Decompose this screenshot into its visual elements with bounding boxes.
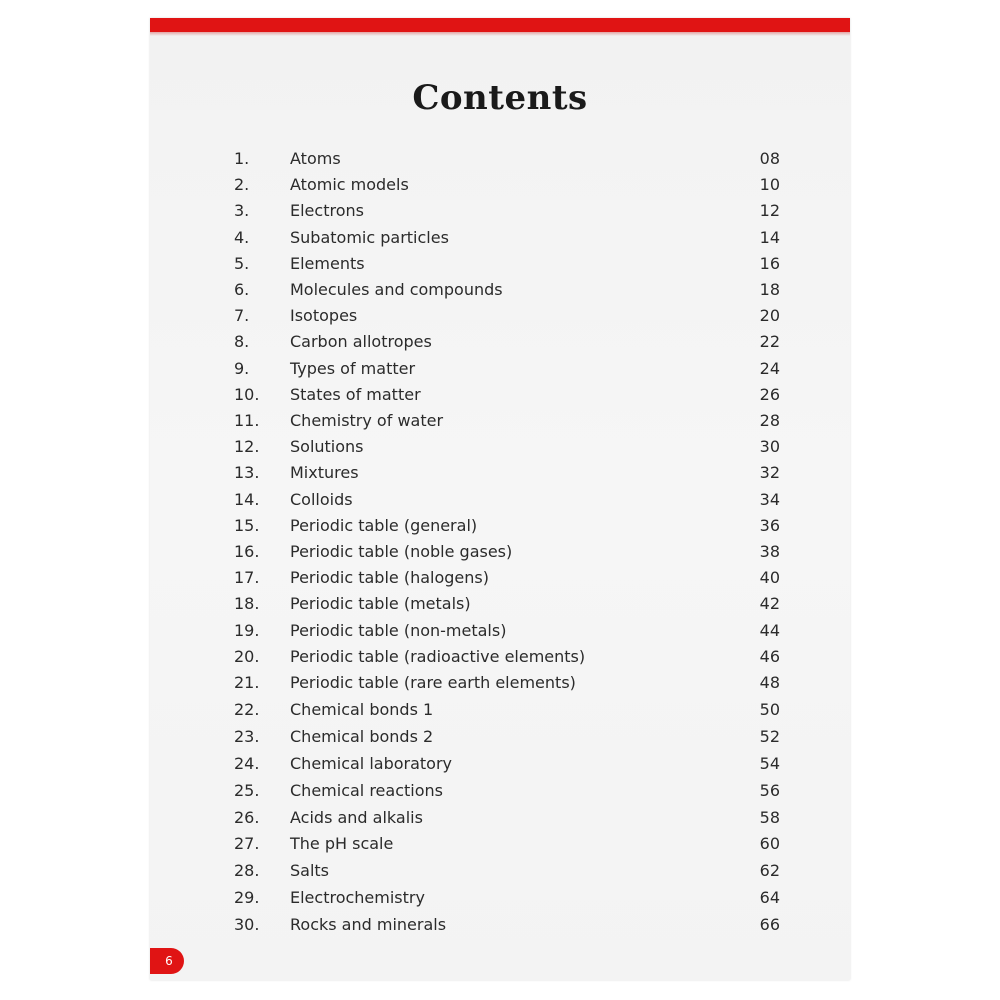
entry-number: 10. <box>234 385 260 404</box>
entry-page-number: 36 <box>759 516 780 535</box>
entry-number: 8. <box>234 332 250 351</box>
entry-page-number: 58 <box>759 808 780 827</box>
entry-number: 19. <box>234 621 260 640</box>
entry-title: Acids and alkalis <box>290 808 423 827</box>
entry-number: 7. <box>234 306 250 325</box>
entry-page-number: 54 <box>759 754 780 773</box>
entry-number: 1. <box>234 149 250 168</box>
entry-page-number: 14 <box>759 228 780 247</box>
entry-number: 13. <box>234 463 260 482</box>
entry-title: Electrochemistry <box>290 888 425 907</box>
entry-title: Periodic table (non-metals) <box>290 621 507 640</box>
entry-number: 23. <box>234 727 260 746</box>
entry-title: Periodic table (metals) <box>290 594 471 613</box>
entry-page-number: 48 <box>759 673 780 692</box>
entry-page-number: 60 <box>759 834 780 853</box>
entry-number: 11. <box>234 411 260 430</box>
contents-entry <box>150 306 850 330</box>
entry-number: 6. <box>234 280 250 299</box>
entry-title: Carbon allotropes <box>290 332 432 351</box>
entry-page-number: 32 <box>759 463 780 482</box>
entry-page-number: 46 <box>759 647 780 666</box>
entry-title: Atomic models <box>290 175 409 194</box>
contents-entry <box>150 834 850 858</box>
contents-entry <box>150 621 850 645</box>
entry-title: Periodic table (halogens) <box>290 568 489 587</box>
entry-title: Periodic table (rare earth elements) <box>290 673 576 692</box>
entry-title: Electrons <box>290 201 364 220</box>
entry-number: 27. <box>234 834 260 853</box>
entry-number: 15. <box>234 516 260 535</box>
entry-title: Rocks and minerals <box>290 915 447 934</box>
entry-number: 9. <box>234 359 250 378</box>
entry-number: 3. <box>234 201 250 220</box>
entry-page-number: 52 <box>759 727 780 746</box>
entry-title: Solutions <box>290 437 364 456</box>
entry-title: Periodic table (radioactive elements) <box>290 647 586 666</box>
entry-number: 14. <box>234 490 260 509</box>
entry-title: Colloids <box>290 490 353 509</box>
contents-entry <box>150 700 850 724</box>
entry-title: Isotopes <box>290 306 358 325</box>
contents-entry <box>150 647 850 671</box>
contents-entry <box>150 594 850 618</box>
entry-number: 28. <box>234 861 260 880</box>
entry-page-number: 24 <box>759 359 780 378</box>
contents-entry <box>150 727 850 751</box>
contents-entry <box>150 915 850 939</box>
contents-entry <box>150 149 850 173</box>
entry-title: Chemical laboratory <box>290 754 453 773</box>
contents-entry <box>150 542 850 566</box>
contents-entry <box>150 568 850 592</box>
contents-entry <box>150 490 850 514</box>
entry-page-number: 20 <box>759 306 780 325</box>
contents-entry <box>150 254 850 278</box>
entry-page-number: 12 <box>759 201 780 220</box>
entry-page-number: 16 <box>759 254 780 273</box>
entry-page-number: 10 <box>759 175 780 194</box>
entry-number: 22. <box>234 700 260 719</box>
entry-page-number: 64 <box>759 888 780 907</box>
entry-title: Periodic table (general) <box>290 516 478 535</box>
contents-entry <box>150 201 850 225</box>
contents-entry <box>150 808 850 832</box>
entry-title: Chemical bonds 1 <box>290 700 434 719</box>
contents-list <box>150 18 850 980</box>
entry-number: 5. <box>234 254 250 273</box>
entry-title: Chemistry of water <box>290 411 444 430</box>
contents-entry <box>150 861 850 885</box>
entry-page-number: 42 <box>759 594 780 613</box>
entry-page-number: 08 <box>759 149 780 168</box>
entry-title: Subatomic particles <box>290 228 449 247</box>
contents-entry <box>150 781 850 805</box>
entry-number: 24. <box>234 754 260 773</box>
contents-entry <box>150 332 850 356</box>
contents-entry <box>150 516 850 540</box>
entry-page-number: 26 <box>759 385 780 404</box>
entry-title: States of matter <box>290 385 421 404</box>
contents-entry <box>150 463 850 487</box>
entry-number: 4. <box>234 228 250 247</box>
entry-title: Molecules and compounds <box>290 280 503 299</box>
entry-page-number: 44 <box>759 621 780 640</box>
entry-page-number: 56 <box>759 781 780 800</box>
contents-entry <box>150 228 850 252</box>
entry-number: 26. <box>234 808 260 827</box>
entry-number: 18. <box>234 594 260 613</box>
entry-title: The pH scale <box>290 834 394 853</box>
entry-page-number: 28 <box>759 411 780 430</box>
entry-page-number: 66 <box>759 915 780 934</box>
contents-entry <box>150 411 850 435</box>
contents-entry <box>150 437 850 461</box>
entry-page-number: 50 <box>759 700 780 719</box>
entry-number: 21. <box>234 673 260 692</box>
entry-number: 12. <box>234 437 260 456</box>
entry-number: 30. <box>234 915 260 934</box>
entry-number: 17. <box>234 568 260 587</box>
entry-page-number: 18 <box>759 280 780 299</box>
entry-number: 25. <box>234 781 260 800</box>
entry-number: 20. <box>234 647 260 666</box>
entry-number: 16. <box>234 542 260 561</box>
entry-title: Chemical bonds 2 <box>290 727 434 746</box>
contents-entry <box>150 359 850 383</box>
entry-title: Atoms <box>290 149 341 168</box>
entry-page-number: 40 <box>759 568 780 587</box>
book-page <box>150 18 850 980</box>
contents-entry <box>150 754 850 778</box>
entry-title: Chemical reactions <box>290 781 443 800</box>
page-number-badge: 6 <box>150 948 184 974</box>
contents-entry <box>150 385 850 409</box>
entry-title: Mixtures <box>290 463 359 482</box>
page-title: Contents <box>412 78 588 118</box>
entry-title: Elements <box>290 254 365 273</box>
entry-title: Types of matter <box>290 359 416 378</box>
contents-entry <box>150 280 850 304</box>
entry-page-number: 38 <box>759 542 780 561</box>
entry-title: Salts <box>290 861 330 880</box>
entry-number: 29. <box>234 888 260 907</box>
entry-page-number: 22 <box>759 332 780 351</box>
entry-page-number: 62 <box>759 861 780 880</box>
entry-title: Periodic table (noble gases) <box>290 542 513 561</box>
entry-number: 2. <box>234 175 250 194</box>
entry-page-number: 34 <box>759 490 780 509</box>
entry-page-number: 30 <box>759 437 780 456</box>
contents-entry <box>150 175 850 199</box>
contents-entry <box>150 888 850 912</box>
contents-entry <box>150 673 850 697</box>
